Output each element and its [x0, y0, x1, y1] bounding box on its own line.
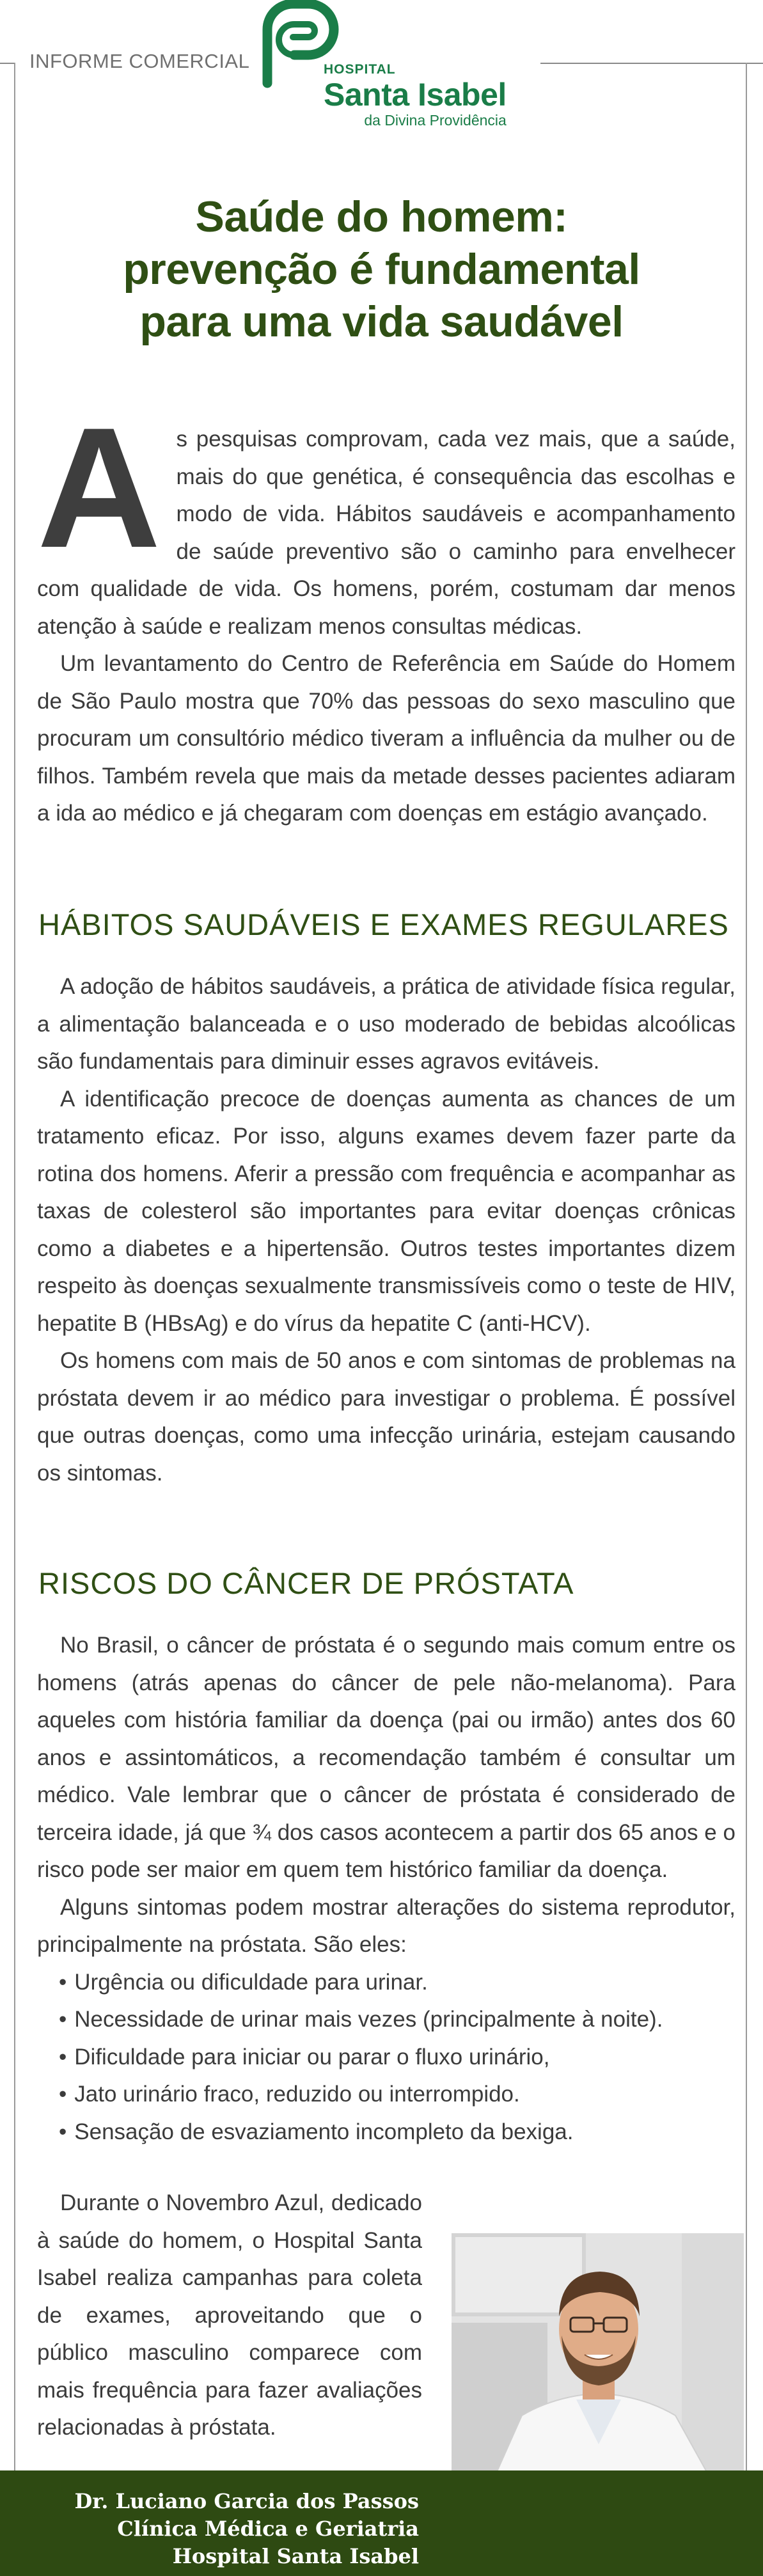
habits-paragraph-3: Os homens com mais de 50 anos e com sintomas de problemas na próstata devem ir ao médico para investigar o problema. É possível que outras doenças, como uma infecção urinária, estejam causando os sintomas. — [37, 1348, 735, 1486]
symptoms-list — [37, 1964, 735, 2151]
section-heading-prostate: RISCOS DO CÂNCER DE PRÓSTATA — [38, 1566, 574, 1600]
author-credit — [26, 2488, 419, 2570]
frame-border-left — [14, 63, 15, 2470]
brand-label-small: HOSPITAL — [324, 62, 396, 77]
doctor-illustration — [452, 2233, 744, 2473]
list-item: • Jato urinário fraco, reduzido ou interrompido. — [59, 2076, 735, 2114]
section-label: INFORME COMERCIAL — [29, 50, 250, 72]
header-rule-left — [0, 63, 14, 64]
drop-cap: A — [37, 391, 161, 583]
header-rule-right — [540, 63, 763, 64]
author-name: Dr. Luciano Garcia dos Passos — [74, 2489, 419, 2513]
brand-name: Santa Isabel — [324, 77, 507, 113]
intro-section — [37, 391, 735, 833]
list-item: • Dificuldade para iniciar ou parar o fluxo urinário, — [59, 2039, 735, 2077]
brand-subtitle: da Divina Providência — [364, 112, 507, 129]
title-line-2: prevenção é fundamental — [123, 245, 640, 294]
prostate-final-paragraph — [37, 2185, 422, 2447]
author-org: Hospital Santa Isabel — [172, 2544, 419, 2568]
prostate-paragraph-1: No Brasil, o câncer de próstata é o segundo mais comum entre os homens (atrás apenas do câncer de pele não-melanoma). Para aqueles com história familiar da doença (pai ou irmão) antes dos 60 anos e assintomáticos, a recomendação também é consultar um médico. Vale lembrar que o câncer de próstata é considerado de terceira idade, já que ¾ dos casos acontecem a partir dos 65 anos e o risco pode ser maior em quem tem histórico familiar da doença. — [37, 1633, 735, 1882]
doctor-portrait-photo — [452, 2233, 744, 2473]
habits-paragraph-1: A adoção de hábitos saudáveis, a prática de atividade física regular, a alimentação balanceada e o uso moderado de bebidas alcoólicas são fundamentais para diminuir esses agravos evitáveis. — [37, 974, 735, 1074]
list-item: • Necessidade de urinar mais vezes (principalmente à noite). — [59, 2001, 735, 2039]
title-line-3: para uma vida saudável — [139, 297, 624, 346]
prostate-section — [37, 1627, 735, 2151]
list-item: • Urgência ou dificuldade para urinar. — [59, 1964, 735, 2002]
prostate-paragraph-3: Durante o Novembro Azul, dedicado à saúde do homem, o Hospital Santa Isabel realiza campanhas para coleta de exames, aproveitando que o público masculino comparece com mais frequência para fazer avaliações relacionadas à próstata. — [37, 2190, 422, 2440]
prostate-paragraph-2: Alguns sintomas podem mostrar alterações do sistema reprodutor, principalmente na próstata. São eles: — [37, 1894, 735, 1957]
frame-border-right — [746, 63, 747, 2470]
author-role: Clínica Médica e Geriatria — [117, 2517, 419, 2541]
hospital-brand — [324, 63, 507, 128]
section-heading-habits: HÁBITOS SAUDÁVEIS E EXAMES REGULARES — [38, 907, 729, 941]
habits-section — [37, 968, 735, 1492]
title-line-1: Saúde do homem: — [195, 192, 568, 241]
list-item: • Sensação de esvaziamento incompleto da bexiga. — [59, 2114, 735, 2151]
intro-paragraph-2: Um levantamento do Centro de Referência em Saúde do Homem de São Paulo mostra que 70% das pessoas do sexo masculino que procuram um consultório médico tiveram a influência da mulher ou de filhos. Também revela que mais da metade desses pacientes adiaram a ida ao médico e já chegaram com doenças em estágio avançado. — [37, 651, 735, 826]
article-title — [38, 191, 725, 348]
habits-paragraph-2: A identificação precoce de doenças aumenta as chances de um tratamento eficaz. Por isso, alguns exames devem fazer parte da rotina dos homens. Aferir a pressão com frequência e acompanhar as taxas de colesterol são importantes para evitar doenças crônicas como a diabetes e a hipertensão. Outros testes importantes dizem respeito às doenças sexualmente transmissíveis como o teste de HIV, hepatite B (HBsAg) e do vírus da hepatite C (anti-HCV). — [37, 1086, 735, 1336]
intro-paragraph-1: s pesquisas comprovam, cada vez mais, que a saúde, mais do que genética, é consequência das escolhas e modo de vida. Hábitos saudáveis e acompanhamento de saúde preventivo são o caminho para envelhecer com qualidade de vida. Os homens, porém, costumam dar menos atenção à saúde e realizam menos consultas médicas. — [37, 427, 735, 639]
